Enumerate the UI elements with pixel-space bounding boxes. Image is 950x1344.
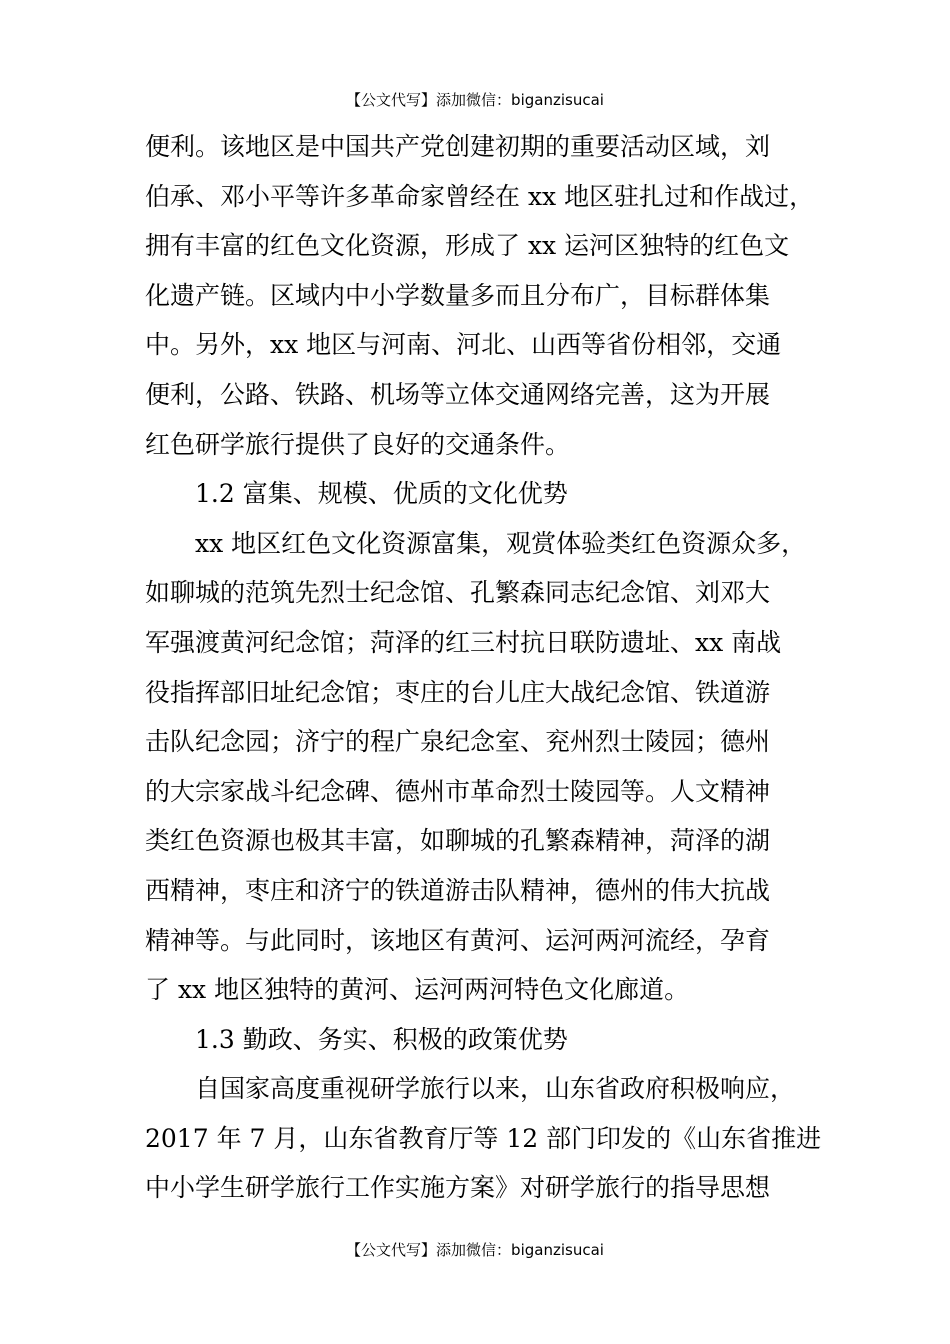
paragraph-line: 伯承、邓小平等许多革命家曾经在 xx 地区驻扎过和作战过， [145, 181, 815, 211]
paragraph-line: 的大宗家战斗纪念碑、德州市革命烈士陵园等。人文精神 [145, 776, 771, 806]
paragraph-line: xx 地区红色文化资源富集，观赏体验类红色资源众多， [195, 528, 807, 558]
paragraph-line: 役指挥部旧址纪念馆；枣庄的台儿庄大战纪念馆、铁道游 [145, 677, 771, 707]
paragraph-line: 如聊城的范筑先烈士纪念馆、孔繁森同志纪念馆、刘邓大 [145, 578, 771, 608]
paragraph-line: 军强渡黄河纪念馆；菏泽的红三村抗日联防遗址、xx 南战 [145, 627, 782, 657]
paragraph-line: 西精神，枣庄和济宁的铁道游击队精神，德州的伟大抗战 [145, 875, 771, 905]
paragraph-line: 自国家高度重视研学旅行以来，山东省政府积极响应， [195, 1074, 796, 1104]
paragraph-line: 化遗产链。区域内中小学数量多而且分布广，目标群体集 [145, 280, 771, 310]
paragraph-line: 类红色资源也极其丰富，如聊城的孔繁森精神，菏泽的湖 [145, 826, 771, 856]
paragraph-line: 2017 年 7 月，山东省教育厅等 12 部门印发的《山东省推进 [145, 1123, 822, 1153]
paragraph-line: 了 xx 地区独特的黄河、运河两河特色文化廊道。 [145, 975, 690, 1005]
section-heading: 1.2 富集、规模、优质的文化优势 [195, 479, 568, 509]
page-header: 【公文代写】添加微信：biganzisucai [346, 91, 604, 109]
paragraph-line: 击队纪念园；济宁的程广泉纪念室、兖州烈士陵园；德州 [145, 727, 771, 757]
paragraph-line: 拥有丰富的红色文化资源，形成了 xx 运河区独特的红色文 [145, 231, 790, 261]
paragraph-line: 便利，公路、铁路、机场等立体交通网络完善，这为开展 [145, 379, 771, 409]
paragraph-line: 便利。该地区是中国共产党创建初期的重要活动区域，刘 [145, 132, 771, 161]
paragraph-line: 中小学生研学旅行工作实施方案》对研学旅行的指导思想 [145, 1173, 771, 1203]
paragraph-line: 中。另外，xx 地区与河南、河北、山西等省份相邻，交通 [145, 330, 782, 360]
paragraph-line: 精神等。与此同时，该地区有黄河、运河两河流经，孕育 [145, 925, 771, 955]
section-heading: 1.3 勤政、务实、积极的政策优势 [195, 1024, 568, 1054]
page-footer: 【公文代写】添加微信：biganzisucai [346, 1241, 604, 1259]
document-body [145, 122, 835, 1213]
paragraph-line: 红色研学旅行提供了良好的交通条件。 [145, 429, 571, 459]
